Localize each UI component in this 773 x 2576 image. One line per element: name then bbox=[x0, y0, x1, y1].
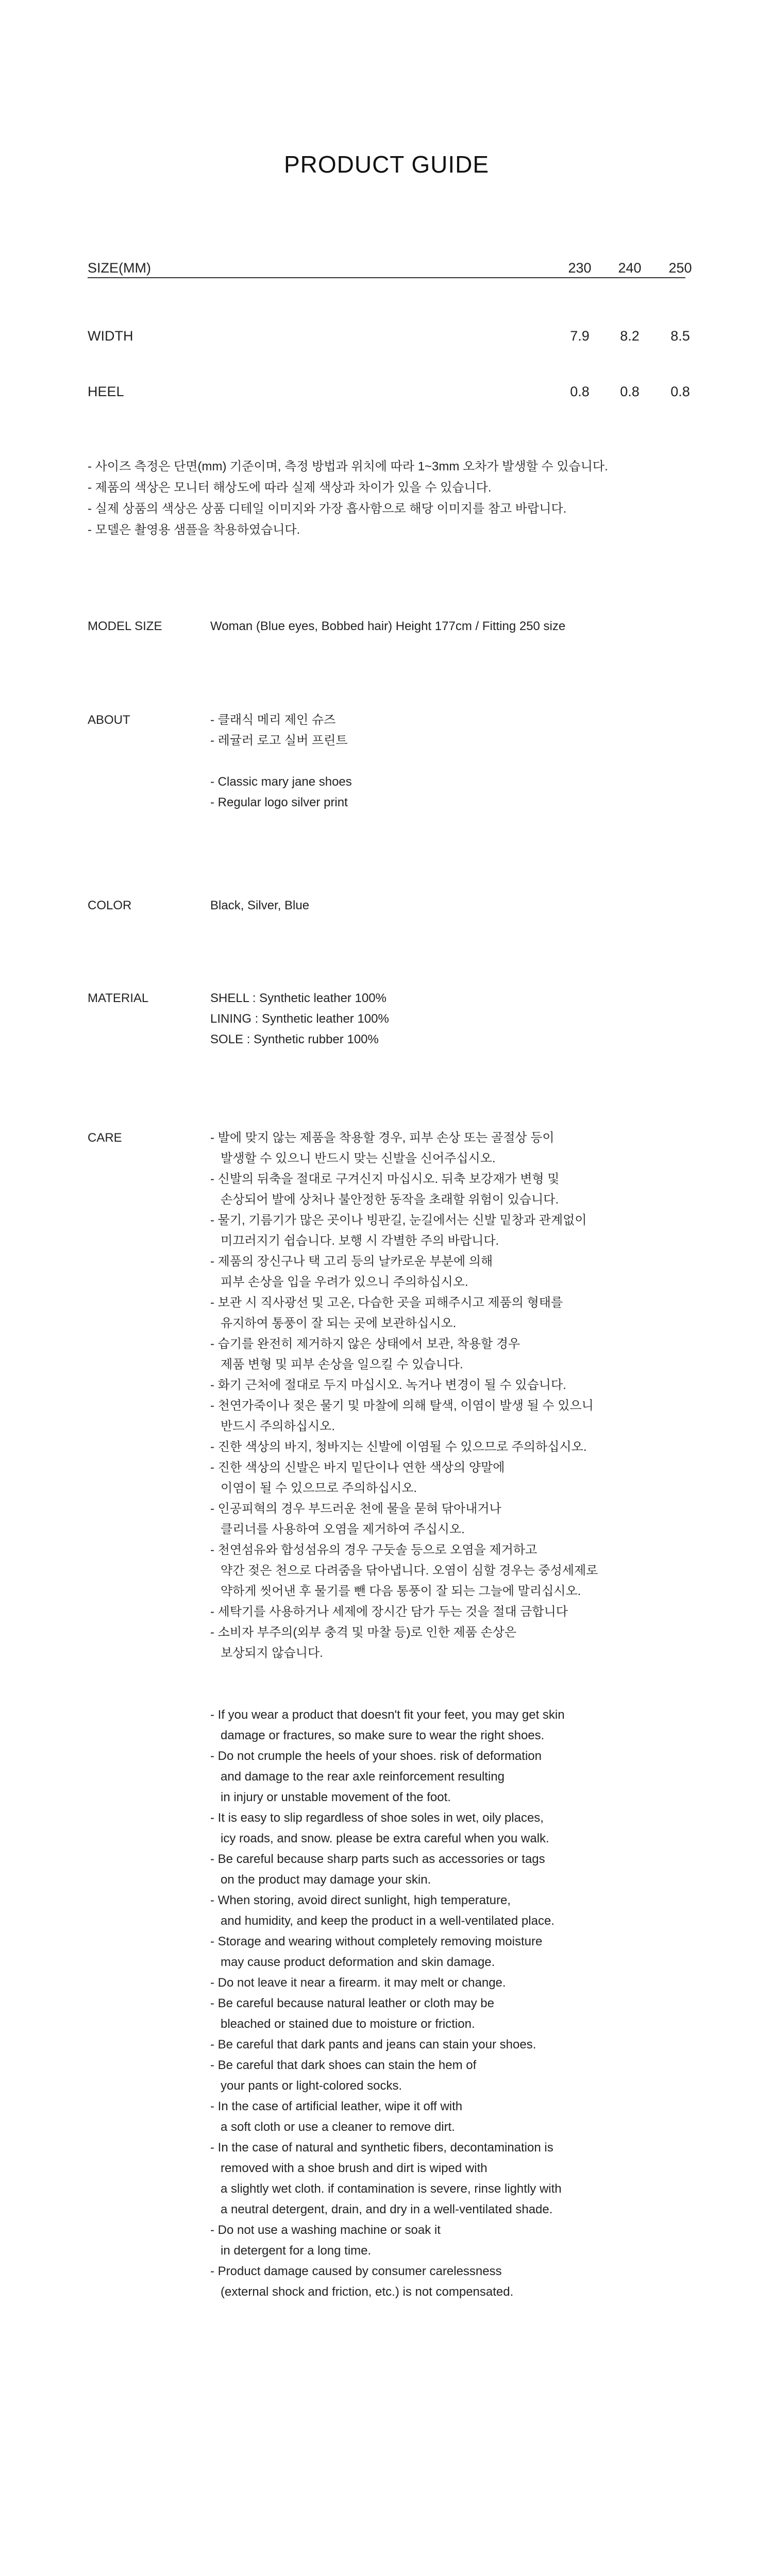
care-line: 유지하여 통풍이 잘 되는 곳에 보관하십시오. bbox=[210, 1316, 457, 1330]
care-line: in detergent for a long time. bbox=[210, 2244, 372, 2258]
about-line: - 클래식 메리 제인 슈즈 bbox=[210, 713, 336, 727]
material-line: SOLE : Synthetic rubber 100% bbox=[210, 1032, 379, 1046]
note-item: - 제품의 색상은 모니터 해상도에 따라 실제 색상과 차이가 있을 수 있습니다. bbox=[88, 477, 706, 498]
size-table-header bbox=[88, 258, 692, 278]
care-line: a neutral detergent, drain, and dry in a well-ventilated shade. bbox=[210, 2202, 553, 2216]
care-line: - In the case of natural and synthetic fibers, decontamination is bbox=[210, 2141, 553, 2155]
about-line: - Classic mary jane shoes bbox=[210, 775, 352, 789]
size-header-240: 240 bbox=[618, 260, 642, 276]
note-item: - 모델은 촬영용 샘플을 착용하였습니다. bbox=[88, 519, 706, 540]
care-line: - Be careful that dark pants and jeans can stain your shoes. bbox=[210, 2038, 536, 2052]
care-line: and humidity, and keep the product in a well-ventilated place. bbox=[210, 1914, 554, 1928]
care-line: 반드시 주의하십시오. bbox=[210, 1419, 335, 1433]
care-line: removed with a shoe brush and dirt is wiped with bbox=[210, 2161, 488, 2175]
care-line: - Product damage caused by consumer carelessness bbox=[210, 2264, 502, 2278]
size-header-230: 230 bbox=[568, 260, 592, 276]
care-line: - 보관 시 직사광선 및 고온, 다습한 곳을 피해주시고 제품의 형태를 bbox=[210, 1296, 563, 1310]
care-line: - 발에 맞지 않는 제품을 착용할 경우, 피부 손상 또는 골절상 등이 bbox=[210, 1131, 554, 1145]
material-text bbox=[210, 988, 700, 1050]
size-row-heel bbox=[88, 381, 690, 402]
care-line: in injury or unstable movement of the foot. bbox=[210, 1790, 451, 1804]
care-line: 약간 젖은 천으로 다려줌을 닦아냅니다. 오염이 심할 경우는 중성세제로 bbox=[210, 1564, 598, 1578]
care-line: on the product may damage your skin. bbox=[210, 1873, 431, 1887]
size-cell: 7.9 bbox=[570, 328, 590, 344]
care-line: - 화기 근처에 절대로 두지 마십시오. 녹거나 변경이 될 수 있습니다. bbox=[210, 1378, 566, 1392]
material-line: LINING : Synthetic leather 100% bbox=[210, 1012, 389, 1026]
care-text bbox=[210, 1128, 700, 2302]
size-cell: 8.2 bbox=[620, 328, 640, 344]
care-line: 제품 변형 및 피부 손상을 일으킬 수 있습니다. bbox=[210, 1358, 463, 1371]
care-line: - 세탁기를 사용하거나 세제에 장시간 담가 두는 것을 절대 금합니다 bbox=[210, 1605, 568, 1619]
care-line: - 소비자 부주의(외부 충격 및 마찰 등)로 인한 제품 손상은 bbox=[210, 1625, 517, 1639]
size-notes bbox=[88, 456, 706, 540]
care-line: 약하게 씻어낸 후 물기를 뺀 다음 통풍이 잘 되는 그늘에 말리십시오. bbox=[210, 1584, 581, 1598]
size-row-label: HEEL bbox=[88, 384, 124, 399]
care-line: - 천연섬유와 합성섬유의 경우 구둣솔 등으로 오염을 제거하고 bbox=[210, 1543, 537, 1557]
care-line: - In the case of artificial leather, wipe it off with bbox=[210, 2099, 463, 2113]
care-line: - 신발의 뒤축을 절대로 구겨신지 마십시오. 뒤축 보강재가 변형 및 bbox=[210, 1172, 560, 1186]
care-line: 미끄러지기 쉽습니다. 보행 시 각별한 주의 바랍니다. bbox=[210, 1234, 499, 1248]
size-header-label: SIZE(MM) bbox=[88, 260, 151, 276]
about-text bbox=[210, 710, 700, 813]
about-line: - 레귤러 로고 실버 프린트 bbox=[210, 734, 348, 748]
care-line: 보상되지 않습니다. bbox=[210, 1646, 323, 1660]
care-line: 손상되어 발에 상처나 불안정한 동작을 초래할 위험이 있습니다. bbox=[210, 1193, 559, 1207]
care-line: - Storage and wearing without completely removing moisture bbox=[210, 1935, 543, 1948]
care-line: - 인공피혁의 경우 부드러운 천에 물을 묻혀 닦아내거나 bbox=[210, 1502, 501, 1516]
care-line: - Do not crumple the heels of your shoes. risk of deformation bbox=[210, 1749, 542, 1763]
color-label: COLOR bbox=[88, 899, 132, 912]
care-line: - 제품의 장신구나 택 고리 등의 날카로운 부분에 의해 bbox=[210, 1255, 493, 1268]
care-line: - 물기, 기름기가 많은 곳이나 빙판길, 눈길에서는 신발 밑창과 관계없이 bbox=[210, 1213, 587, 1227]
size-row-width bbox=[88, 326, 690, 346]
care-line: icy roads, and snow. please be extra careful when you walk. bbox=[210, 1832, 549, 1845]
size-cell: 0.8 bbox=[570, 384, 590, 399]
size-cell: 8.5 bbox=[670, 328, 690, 344]
care-line: - Do not use a washing machine or soak it bbox=[210, 2223, 441, 2237]
care-line: - It is easy to slip regardless of shoe soles in wet, oily places, bbox=[210, 1811, 544, 1825]
care-line: - Do not leave it near a firearm. it may melt or change. bbox=[210, 1976, 506, 1990]
note-item: - 실제 상품의 색상은 상품 디테일 이미지와 가장 흡사함으로 해당 이미지를 참고 바랍니다. bbox=[88, 498, 706, 519]
material-line: SHELL : Synthetic leather 100% bbox=[210, 991, 386, 1005]
care-line: - 진한 색상의 바지, 청바지는 신발에 이염될 수 있으므로 주의하십시오. bbox=[210, 1440, 587, 1454]
care-line: - 진한 색상의 신발은 바지 밑단이나 연한 색상의 양말에 bbox=[210, 1461, 505, 1475]
care-label: CARE bbox=[88, 1131, 122, 1145]
care-line: damage or fractures, so make sure to wear the right shoes. bbox=[210, 1728, 545, 1742]
care-line: 발생할 수 있으니 반드시 맞는 신발을 신어주십시오. bbox=[210, 1151, 496, 1165]
color-text: Black, Silver, Blue bbox=[210, 899, 310, 912]
care-line: - 천연가죽이나 젖은 물기 및 마찰에 의해 탈색, 이염이 발생 될 수 있으니 bbox=[210, 1399, 594, 1413]
about-line: - Regular logo silver print bbox=[210, 795, 348, 809]
material-label: MATERIAL bbox=[88, 991, 149, 1005]
care-line: may cause product deformation and skin damage. bbox=[210, 1955, 495, 1969]
care-line: - If you wear a product that doesn't fit your feet, you may get skin bbox=[210, 1708, 565, 1722]
care-line: a slightly wet cloth. if contamination is severe, rinse lightly with bbox=[210, 2182, 562, 2196]
care-line: your pants or light-colored socks. bbox=[210, 2079, 402, 2093]
model-size-text: Woman (Blue eyes, Bobbed hair) Height 177cm / Fitting 250 size bbox=[210, 619, 566, 633]
size-table bbox=[88, 258, 692, 402]
care-line: bleached or stained due to moisture or friction. bbox=[210, 2017, 475, 2031]
care-line: 피부 손상을 입을 우려가 있으니 주의하십시오. bbox=[210, 1275, 468, 1289]
size-cell: 0.8 bbox=[670, 384, 690, 399]
care-line: - Be careful that dark shoes can stain the hem of bbox=[210, 2058, 477, 2072]
care-line: a soft cloth or use a cleaner to remove dirt. bbox=[210, 2120, 455, 2134]
care-line: - 습기를 완전히 제거하지 않은 상태에서 보관, 착용할 경우 bbox=[210, 1337, 520, 1351]
page-title: PRODUCT GUIDE bbox=[283, 151, 490, 178]
note-item: - 사이즈 측정은 단면(mm) 기준이며, 측정 방법과 위치에 따라 1~3mm 오차가 발생할 수 있습니다. bbox=[88, 456, 706, 477]
about-label: ABOUT bbox=[88, 713, 130, 727]
size-header-250: 250 bbox=[668, 260, 692, 276]
model-size-label: MODEL SIZE bbox=[88, 619, 162, 633]
care-line: - When storing, avoid direct sunlight, high temperature, bbox=[210, 1893, 511, 1907]
care-line: - Be careful because natural leather or cloth may be bbox=[210, 1996, 494, 2010]
care-line: 클리너를 사용하여 오염을 제거하여 주십시오. bbox=[210, 1522, 465, 1536]
size-row-label: WIDTH bbox=[88, 328, 133, 344]
size-cell: 0.8 bbox=[620, 384, 640, 399]
care-line: - Be careful because sharp parts such as accessories or tags bbox=[210, 1852, 545, 1866]
care-line: 이염이 될 수 있으므로 주의하십시오. bbox=[210, 1481, 417, 1495]
care-line: (external shock and friction, etc.) is not compensated. bbox=[210, 2285, 514, 2299]
care-line: and damage to the rear axle reinforcement resulting bbox=[210, 1770, 505, 1784]
